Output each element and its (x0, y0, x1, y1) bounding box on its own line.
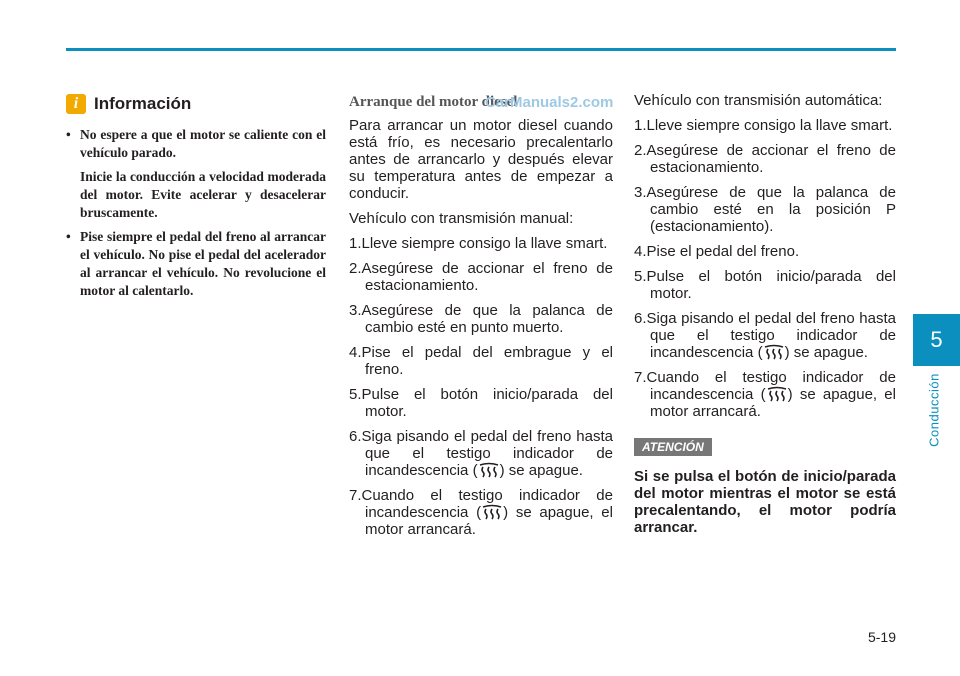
attention-badge: ATENCIÓN (634, 438, 712, 456)
glow-plug-icon (478, 462, 500, 478)
step-text: 6.Siga pisando el pedal del freno hasta que el testigo indicador de incandescencia ( (634, 310, 896, 361)
automatic-heading: Vehículo con transmisión automática: (634, 92, 883, 109)
automatic-step-6 (634, 310, 896, 361)
chapter-label (919, 370, 949, 450)
glow-plug-icon (481, 504, 503, 520)
manual-step-6 (349, 428, 613, 479)
automatic-step: 2.Asegúrese de accionar el freno de estacionamiento. (634, 142, 896, 176)
automatic-step: 1.Lleve siempre consigo la llave smart. (634, 117, 893, 134)
chapter-label-text: Conducción (926, 373, 942, 447)
manual-step-7 (349, 487, 613, 538)
info-title: Información (94, 94, 192, 113)
top-rule (66, 48, 896, 51)
info-icon: i (66, 94, 86, 114)
step-text: 7.Cuando el testigo indicador de incandescencia ( (349, 487, 613, 521)
manual-steps (349, 235, 613, 538)
info-list (66, 126, 326, 300)
watermark: CarManuals2.com (485, 94, 614, 111)
info-bullet1-p2: Inicie la conducción a velocidad moderada del motor. Evite acelerar y desacelerar bruscamente. (80, 169, 326, 220)
step-text: ) se apague. (784, 344, 868, 361)
info-column (66, 92, 326, 306)
attention-text: Si se pulsa el botón de inicio/parada del motor mientras el motor se está precalentando, el motor podría arrancar. (634, 468, 896, 536)
automatic-step: 5.Pulse el botón inicio/parada del motor. (634, 268, 896, 302)
manual-step: 4.Pise el pedal del embrague y el freno. (349, 344, 613, 378)
automatic-column (634, 92, 896, 536)
section-title-text: Arranque del motor diesel (349, 94, 518, 110)
page-number: 5-19 (867, 629, 896, 645)
info-bullet2: • Pise siempre el pedal del freno al arrancar el vehículo. No pise el pedal del acelerador al arrancar el vehículo. No revolucione el motor al calentarlo. (80, 229, 326, 298)
manual-step: 3.Asegúrese de que la palanca de cambio esté en punto muerto. (349, 302, 613, 336)
chapter-number: 5 (930, 327, 943, 352)
manual-step: 2.Asegúrese de accionar el freno de estacionamiento. (349, 260, 613, 294)
glow-plug-icon (763, 344, 785, 360)
manual-heading: Vehículo con transmisión manual: (349, 210, 574, 227)
info-bullet (66, 228, 326, 300)
info-bullet1-p1: • No espere a que el motor se caliente con el vehículo parado. (80, 127, 326, 160)
manual-step: 5.Pulse el botón inicio/parada del motor. (349, 386, 613, 420)
step-text: 7.Cuando el testigo indicador de incandescencia ( (634, 369, 896, 403)
automatic-steps (634, 117, 896, 420)
step-text: ) se apague, el motor arrancará. (365, 504, 613, 538)
automatic-step: 4.Pise el pedal del freno. (634, 243, 800, 260)
info-bullet (66, 126, 326, 222)
intro-paragraph: Para arrancar un motor diesel cuando está frío, es necesario precalentarlo antes de arrancarlo y después elevar su temperatura antes de empezar a conducir. (349, 117, 613, 202)
step-text: 6.Siga pisando el pedal del freno hasta que el testigo indicador de incandescencia ( (349, 428, 613, 479)
step-text: ) se apague. (499, 462, 583, 479)
chapter-tab (913, 314, 960, 366)
section-title (349, 94, 613, 111)
info-header (66, 92, 326, 116)
automatic-step: 3.Asegúrese de que la palanca de cambio esté en la posición P (estacionamiento). (634, 184, 896, 235)
manual-step: 1.Lleve siempre consigo la llave smart. (349, 235, 608, 252)
glow-plug-icon (766, 386, 788, 402)
diesel-column (349, 92, 613, 546)
automatic-step-7 (634, 369, 896, 420)
step-text: ) se apague, el motor arrancará. (650, 386, 896, 420)
